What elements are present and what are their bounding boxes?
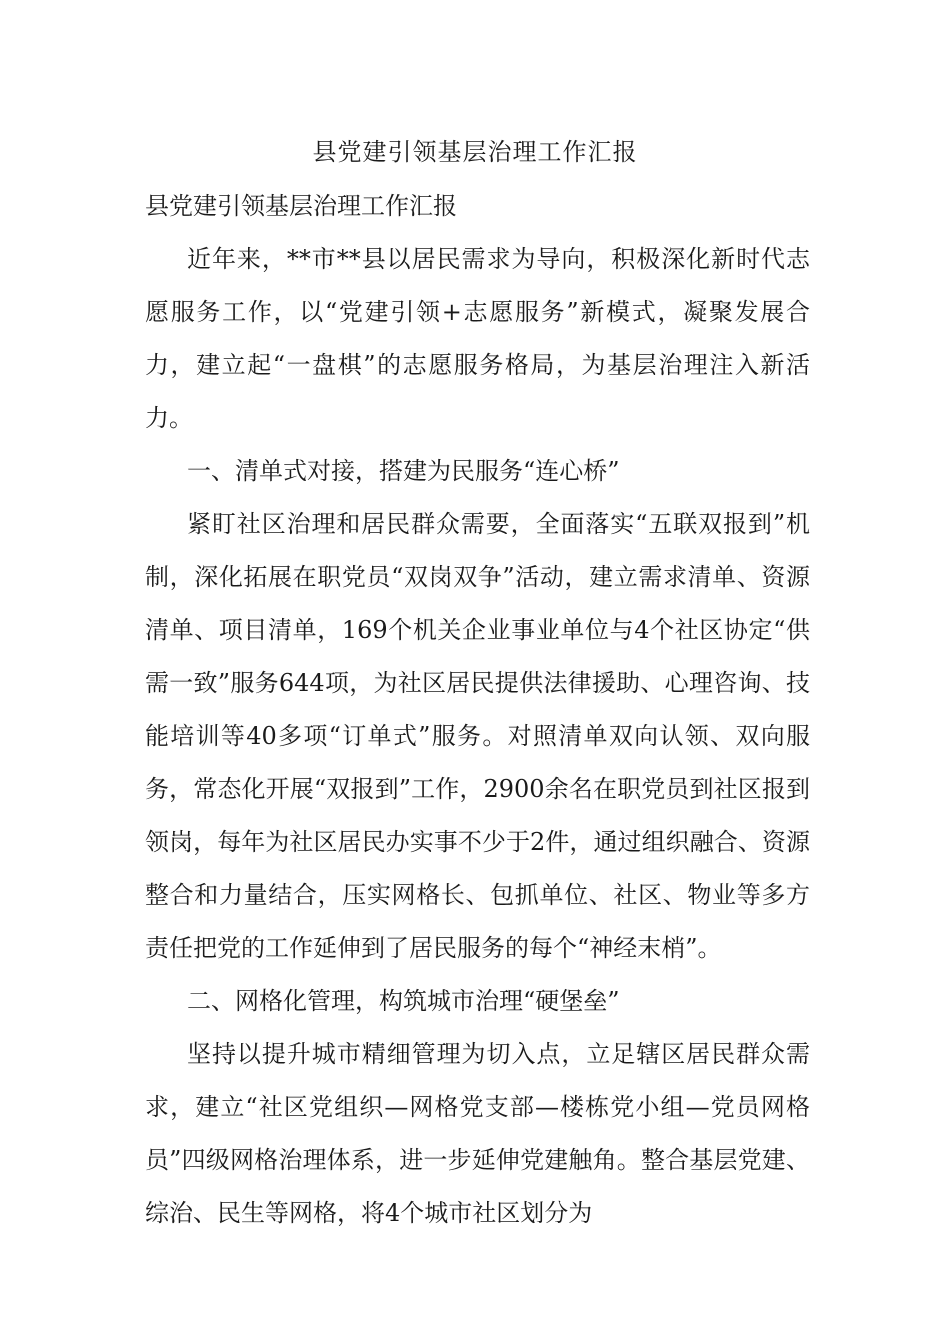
section-heading-2: 二、网格化管理，构筑城市治理“硬堡垒” — [187, 987, 620, 1015]
intro-paragraph: 近年来，**市**县以居民需求为导向，积极深化新时代志愿服务工作，以“党建引领+志愿服务”新模式，凝聚发展合力，建立起“一盘棋”的志愿服务格局，为基层治理注入新活力。 — [145, 245, 810, 432]
section-heading-1: 一、清单式对接，搭建为民服务“连心桥” — [187, 457, 620, 485]
section-2-paragraph: 坚持以提升城市精细管理为切入点，立足辖区居民群众需求，建立“社区党组织—网格党支部—楼栋党小组—党员网格员”四级网格治理体系，进一步延伸党建触角。整合基层党建、综治、民生等网格，将4个城市社区划分为 — [145, 1040, 810, 1227]
document-body — [145, 180, 810, 1240]
section-1-paragraph: 紧盯社区治理和居民群众需要，全面落实“五联双报到”机制，深化拓展在职党员“双岗双争”活动，建立需求清单、资源清单、项目清单，169个机关企业事业单位与4个社区协定“供需一致”服务644项，为社区居民提供法律援助、心理咨询、技能培训等40多项“订单式”服务。对照清单双向认领、双向服务，常态化开展“双报到”工作，2900余名在职党员到社区报到领岗，每年为社区居民办实事不少于2件，通过组织融合、资源整合和力量结合，压实网格长、包抓单位、社区、物业等多方责任把党的工作延伸到了居民服务的每个“神经末梢”。 — [145, 510, 810, 962]
document-title: 县党建引领基层治理工作汇报 — [312, 138, 638, 166]
document-subtitle: 县党建引领基层治理工作汇报 — [145, 192, 457, 220]
